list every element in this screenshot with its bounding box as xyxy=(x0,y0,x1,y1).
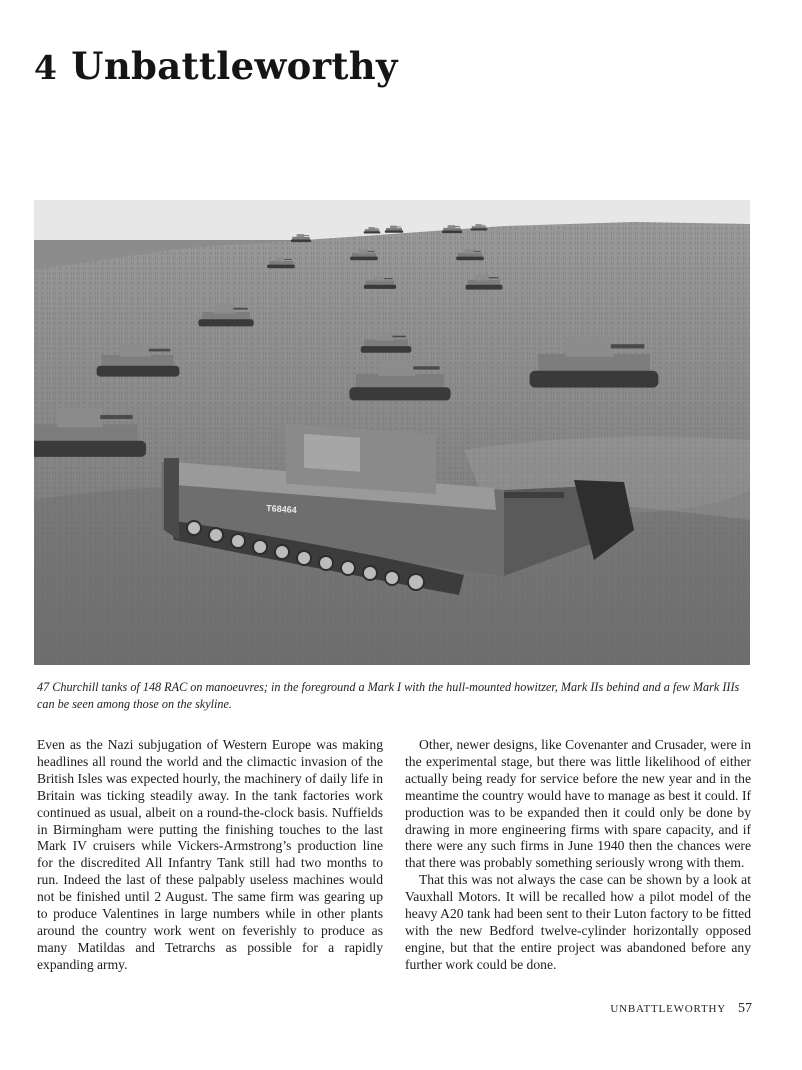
paragraph: That this was not always the case can be shown by a look at Vauxhall Motors. It will be recalled how a pilot model of the heavy A20 tank had been sent to their Luton factory to be fitted with the new Bedford twelve-cylinder horizontally opposed engine, but that the entire project was abandoned before any further work could be done. xyxy=(405,872,751,972)
paragraph: Even as the Nazi subjugation of Western Europe was making headlines all round the world and the climactic invasion of the British Isles was expected hourly, the machinery of daily life in Britain was ticking steadily away. In the tank factories work continued as usual, albeit on a round-the-clock basis. Nuffields in Birmingham were putting the finishing touches to the last Mark IV cruisers while Vickers-Armstrong’s production line for the discredited All Infantry Tank still had two months to run. Indeed the last of these palpably useless machines would not be finished until 2 August. The same firm was gearing up to produce Valentines in large numbers while in other plants around the country work went on feverishly to produce as many Matildas and Tetrarchs as possible for a rapidly expanding army. xyxy=(37,737,383,972)
hull-marking: T68464 xyxy=(265,503,298,516)
chapter-heading xyxy=(34,44,398,88)
chapter-number: 4 xyxy=(34,48,58,87)
figure-photograph xyxy=(34,200,750,665)
paragraph: Other, newer designs, like Covenanter and Crusader, were in the experimental stage, but there was little likelihood of either actually being ready for service before the new year and in the meantime the country would have to manage as best it could. If production was to be expanded then it could only be done by drawing in more engineering firms with spare capacity, and if there were any such firms in June 1940 then the chances were that there was probably something seriously wrong with them. xyxy=(405,737,751,871)
body-column-right xyxy=(405,737,751,974)
chapter-title: Unbattleworthy xyxy=(71,44,398,88)
tank-photo-illustration xyxy=(34,200,750,665)
body-column-left xyxy=(37,737,383,974)
page-footer xyxy=(600,1001,752,1017)
figure-caption: 47 Churchill tanks of 148 RAC on manoeuvres; in the foreground a Mark I with the hull-mounted howitzer, Mark IIs behind and a few Mark IIIs can be seen among those on the skyline. xyxy=(37,680,740,711)
page-number: 57 xyxy=(738,1001,752,1016)
running-head: UNBATTLEWORTHY xyxy=(610,1003,726,1015)
